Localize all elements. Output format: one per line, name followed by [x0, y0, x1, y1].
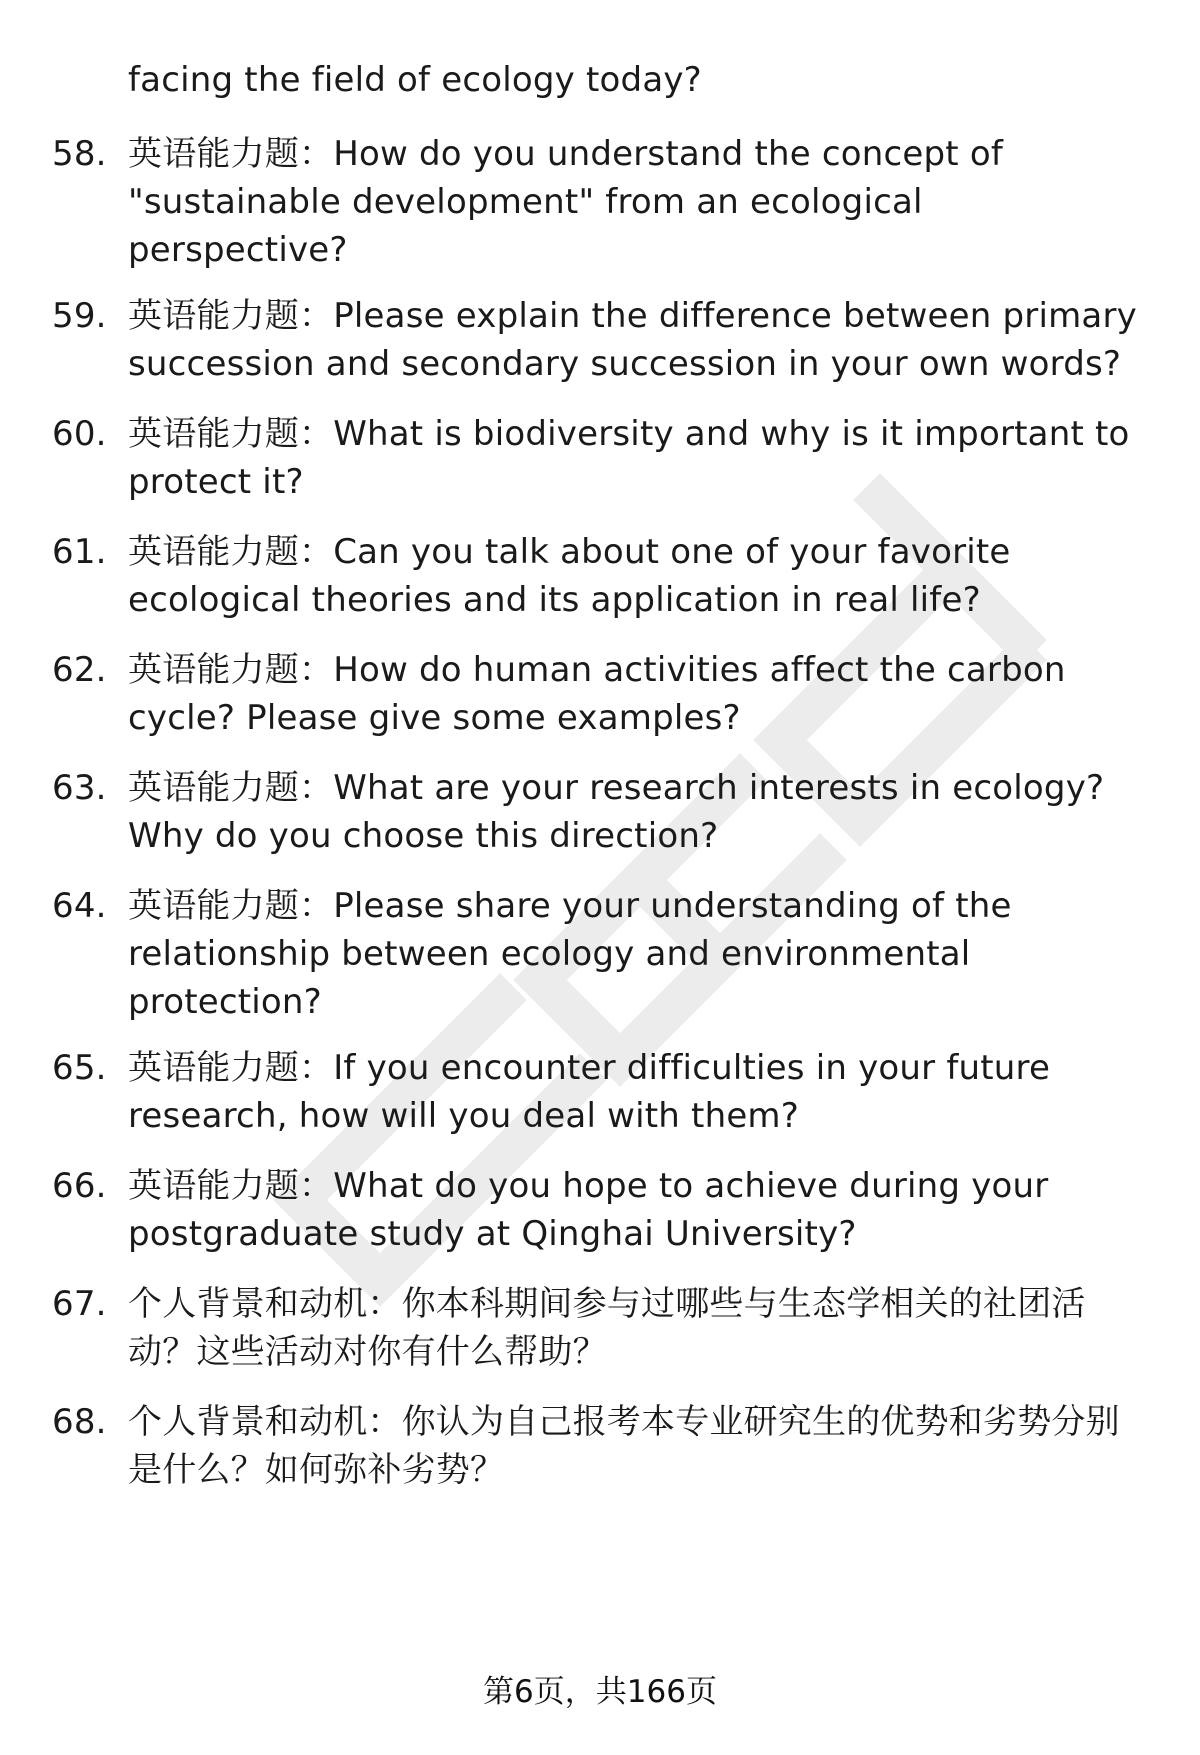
question-text: 英语能力题：How do you understand the concept of "sustainable development" from an ecological perspective? — [128, 134, 1004, 270]
question-number: 68. — [52, 1402, 107, 1442]
list-item — [52, 764, 1152, 860]
list-item — [52, 410, 1152, 506]
question-number: 63. — [52, 768, 107, 808]
question-text: 英语能力题：What is biodiversity and why is it important to protect it? — [128, 414, 1130, 502]
question-number: 66. — [52, 1166, 107, 1206]
question-text: 英语能力题：How do human activities affect the carbon cycle? Please give some examples? — [128, 650, 1066, 738]
question-number: 64. — [52, 886, 107, 926]
question-text: 英语能力题：What are your research interests in ecology? Why do you choose this direction? — [128, 768, 1105, 856]
question-number: 62. — [52, 650, 107, 690]
question-text: 个人背景和动机：你本科期间参与过哪些与生态学相关的社团活动？这些活动对你有什么帮助？ — [128, 1284, 1086, 1372]
list-item — [52, 1044, 1152, 1140]
list-item — [52, 1162, 1152, 1258]
list-item — [52, 1280, 1152, 1376]
list-item — [52, 528, 1152, 624]
question-number: 67. — [52, 1284, 107, 1324]
question-number: 59. — [52, 296, 107, 336]
question-number: 58. — [52, 134, 107, 174]
question-number: 60. — [52, 414, 107, 454]
question-text: 英语能力题：Can you talk about one of your favorite ecological theories and its application in real life? — [128, 532, 1011, 620]
question-text: 英语能力题：Please share your understanding of the relationship between ecology and environmental protection? — [128, 886, 1012, 1022]
question-number: 61. — [52, 532, 107, 572]
question-number: 65. — [52, 1048, 107, 1088]
continued-question-text: facing the field of ecology today? — [128, 60, 702, 100]
question-text: 英语能力题：What do you hope to achieve during your postgraduate study at Qinghai University? — [128, 1166, 1049, 1254]
question-text: 英语能力题：If you encounter difficulties in your future research, how will you deal with them? — [128, 1048, 1051, 1136]
list-item — [52, 882, 1152, 1026]
page-number-footer: 第6页，共166页 — [483, 1674, 717, 1710]
question-text: 英语能力题：Please explain the difference between primary succession and secondary succession in your own words? — [128, 296, 1137, 384]
list-item — [52, 292, 1152, 388]
question-text: 个人背景和动机：你认为自己报考本专业研究生的优势和劣势分别是什么？如何弥补劣势？ — [128, 1402, 1120, 1490]
list-item — [52, 1398, 1152, 1494]
list-item — [52, 646, 1152, 742]
list-item — [52, 130, 1152, 274]
